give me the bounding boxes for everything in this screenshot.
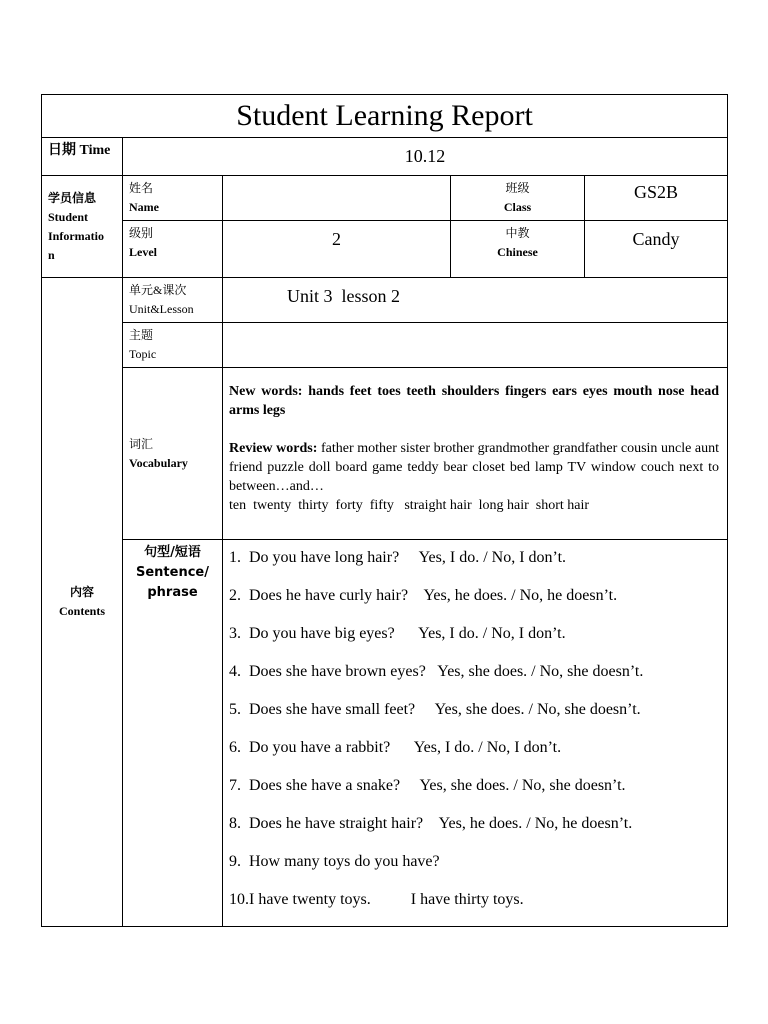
student-info-label: 学员信息 Student Informatio n xyxy=(42,176,123,278)
review-words-label: Review words: xyxy=(229,441,318,456)
time-label: 日期 Time xyxy=(42,138,123,176)
class-label: 班级 Class xyxy=(451,176,585,221)
review-words-list: father mother sister brother grandmother grandfather cousin uncle aunt friend puzzle doll board game teddy bear closet bed lamp TV window couch next to between…and… xyxy=(229,441,720,494)
chinese-label: 中教 Chinese xyxy=(451,221,585,278)
sentence-item: 9. How many toys do you have? xyxy=(229,853,440,870)
new-words-list: hands feet toes teeth shoulders fingers ears eyes mouth nose head arms legs xyxy=(229,384,720,418)
sentence-item: 8. Does he have straight hair? Yes, he does. / No, he doesn’t. xyxy=(229,815,633,832)
sentence-item: 10.I have twenty toys. I have thirty toys. xyxy=(229,891,524,908)
unit-lesson-label: 单元&课次 Unit&Lesson xyxy=(123,278,223,323)
student-learning-report-table xyxy=(41,94,728,927)
report-title: Student Learning Report xyxy=(42,95,728,138)
vocabulary-content xyxy=(223,368,728,540)
unit-lesson-value: Unit 3 lesson 2 xyxy=(223,278,728,323)
new-words xyxy=(229,382,719,420)
sentence-item: 7. Does she have a snake? Yes, she does. / No, she doesn’t. xyxy=(229,777,626,794)
name-value xyxy=(223,176,451,221)
class-value: GS2B xyxy=(585,176,728,221)
sentence-item: 6. Do you have a rabbit? Yes, I do. / No, I don’t. xyxy=(229,739,562,756)
extra-words-list: ten twenty thirty forty fifty straight hair long hair short hair xyxy=(229,498,590,513)
sentence-item: 2. Does he have curly hair? Yes, he does. / No, he doesn’t. xyxy=(229,587,618,604)
level-label: 级别 Level xyxy=(123,221,223,278)
vocabulary-label: 词汇 Vocabulary xyxy=(123,368,223,540)
chinese-teacher-value: Candy xyxy=(585,221,728,278)
sentence-item: 4. Does she have brown eyes? Yes, she does. / No, she doesn’t. xyxy=(229,663,644,680)
name-label: 姓名 Name xyxy=(123,176,223,221)
time-value: 10.12 xyxy=(123,138,728,176)
topic-label: 主题 Topic xyxy=(123,323,223,368)
review-words xyxy=(229,439,719,496)
sentence-item: 5. Does she have small feet? Yes, she does. / No, she doesn’t. xyxy=(229,701,641,718)
sentence-list xyxy=(223,540,728,927)
sentence-label: 句型/短语 Sentence/ phrase xyxy=(123,540,223,927)
sentence-item: 3. Do you have big eyes? Yes, I do. / No, I don’t. xyxy=(229,625,566,642)
new-words-label: New words: xyxy=(229,384,303,399)
topic-value xyxy=(223,323,728,368)
sentence-item: 1. Do you have long hair? Yes, I do. / No, I don’t. xyxy=(229,549,567,566)
contents-label: 内容 Contents xyxy=(42,278,123,927)
level-value: 2 xyxy=(223,221,451,278)
